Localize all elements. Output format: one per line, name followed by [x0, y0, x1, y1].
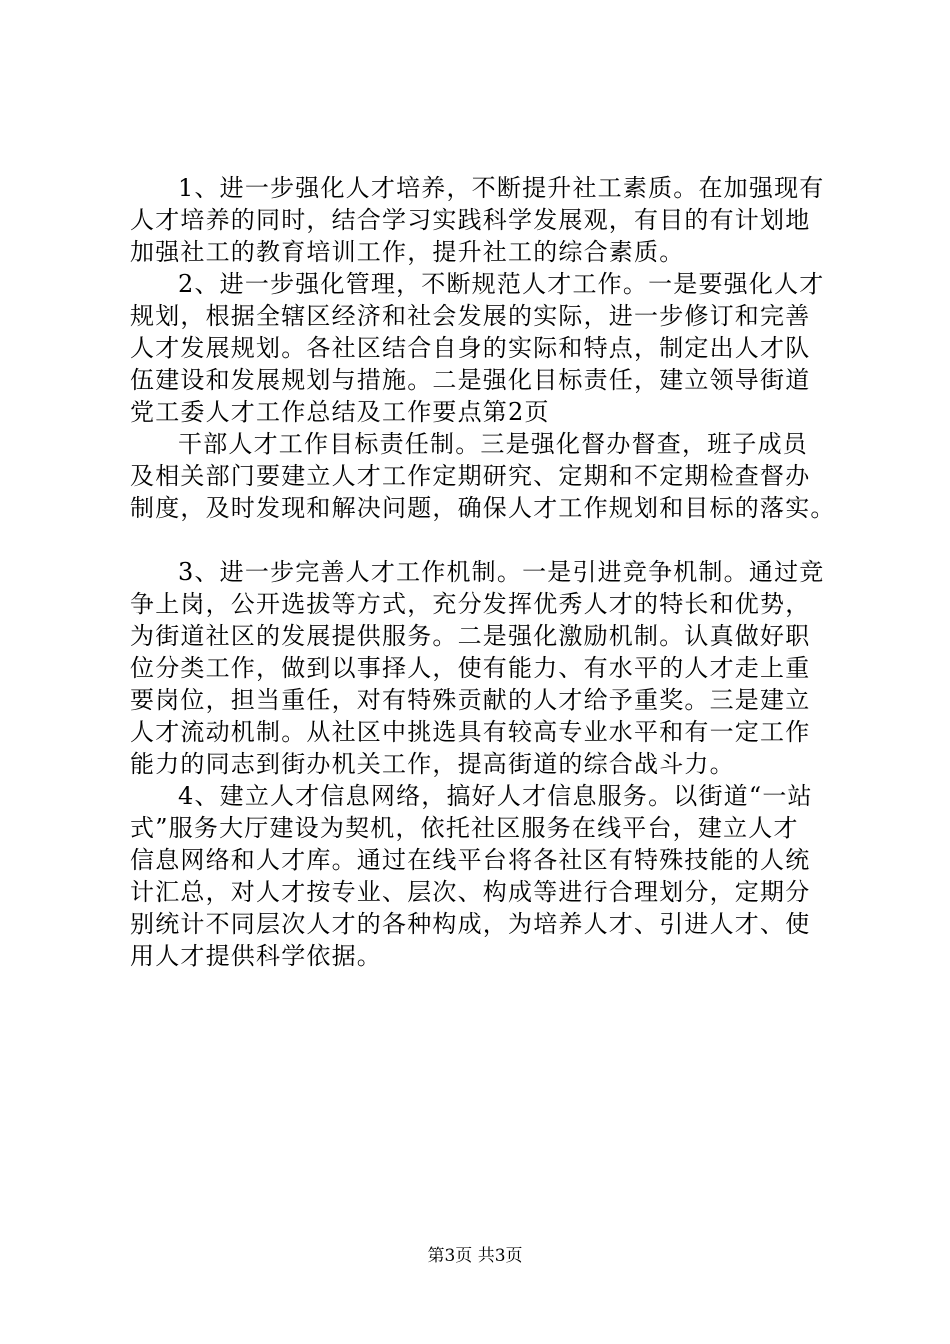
paragraph-2-line-5: 党工委人才工作总结及工作要点第2页 — [130, 398, 550, 426]
paragraph-3-line-4: 位分类工作，做到以事择人，使有能力、有水平的人才走上重 — [130, 654, 811, 682]
paragraph-2-line-3: 人才发展规划。各社区结合自身的实际和特点，制定出人才队 — [130, 334, 811, 362]
paragraph-4-line-1: 4、建立人才信息网络，搞好人才信息服务。以街道“一站 — [178, 782, 813, 810]
paragraph-3-line-1: 3、进一步完善人才工作机制。一是引进竞争机制。通过竞 — [178, 558, 825, 586]
paragraph-2b-line-1: 干部人才工作目标责任制。三是强化督办督查，班子成员 — [178, 430, 808, 458]
paragraph-2b-line-2: 及相关部门要建立人才工作定期研究、定期和不定期检查督办 — [130, 462, 811, 490]
paragraph-1-line-2: 人才培养的同时，结合学习实践科学发展观，有目的有计划地 — [130, 206, 811, 234]
paragraph-4-line-6: 用人才提供科学依据。 — [130, 942, 382, 970]
paragraph-3-line-6: 人才流动机制。从社区中挑选具有较高专业水平和有一定工作 — [130, 718, 811, 746]
paragraph-4-line-4: 计汇总，对人才按专业、层次、构成等进行合理划分，定期分 — [130, 878, 811, 906]
paragraph-1-line-3: 加强社工的教育培训工作，提升社工的综合素质。 — [130, 238, 685, 266]
paragraph-3-line-5: 要岗位，担当重任，对有特殊贡献的人才给予重奖。三是建立 — [130, 686, 811, 714]
paragraph-4-line-5: 别统计不同层次人才的各种构成，为培养人才、引进人才、使 — [130, 910, 811, 938]
paragraph-2b-line-3: 制度，及时发现和解决问题，确保人才工作规划和目标的落实。 — [130, 494, 836, 522]
paragraph-2-line-1: 2、进一步强化管理，不断规范人才工作。一是要强化人才 — [178, 270, 825, 298]
paragraph-3-line-2: 争上岗，公开选拔等方式，充分发挥优秀人才的特长和优势， — [130, 590, 811, 618]
paragraph-2-line-2: 规划，根据全辖区经济和社会发展的实际，进一步修订和完善 — [130, 302, 811, 330]
paragraph-4-line-3: 信息网络和人才库。通过在线平台将各社区有特殊技能的人统 — [130, 846, 811, 874]
paragraph-3-line-3: 为街道社区的发展提供服务。二是强化激励机制。认真做好职 — [130, 622, 811, 650]
paragraph-1-line-1: 1、进一步强化人才培养，不断提升社工素质。在加强现有 — [178, 174, 825, 202]
paragraph-gap — [130, 524, 830, 556]
paragraph-2-line-4: 伍建设和发展规划与措施。二是强化目标责任，建立领导街道 — [130, 366, 811, 394]
paragraph-3-line-7: 能力的同志到街办机关工作，提高街道的综合战斗力。 — [130, 750, 735, 778]
document-body — [130, 172, 836, 972]
paragraph-4-line-2: 式”服务大厅建设为契机，依托社区服务在线平台，建立人才 — [130, 814, 799, 842]
page-footer: 第3页 共3页 — [427, 1246, 523, 1266]
